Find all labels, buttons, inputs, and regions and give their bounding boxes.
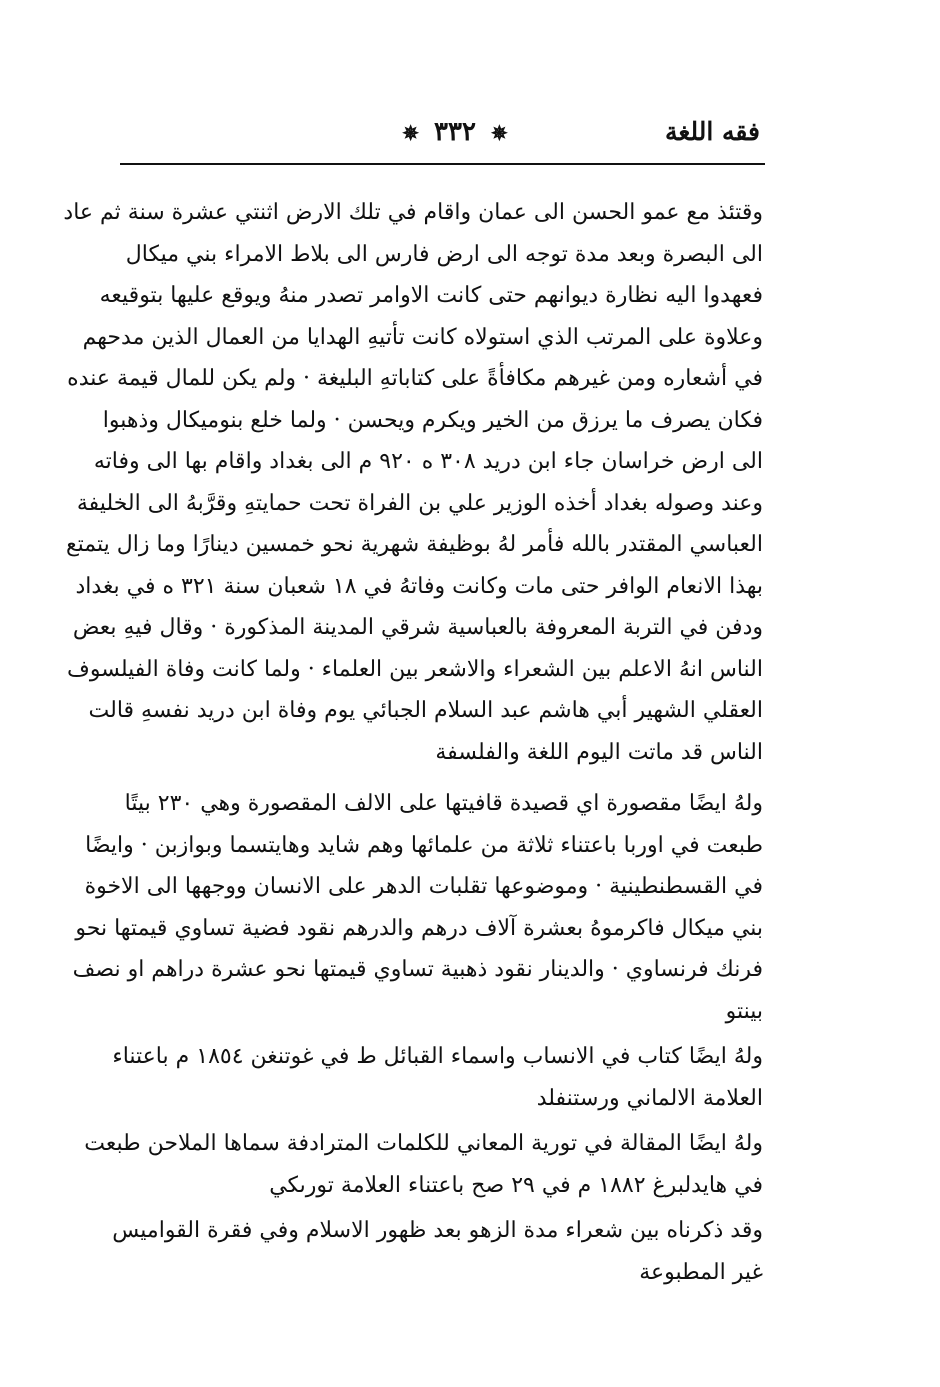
running-title: فقه اللغة <box>664 117 760 146</box>
paragraph <box>84 1123 763 1206</box>
text-line: ولهُ ايضًا كتاب في الانساب واسماء القبائل ط في غوتنغن ١٨٥٤ م باعتناء <box>112 1044 763 1069</box>
text-line: فكان يصرف ما يرزق من الخير ويكرم ويحسن · ولما خلع بنوميكال وذهبوا <box>102 407 763 433</box>
paragraph-gap <box>118 773 763 783</box>
paragraph <box>63 192 763 773</box>
page-number-group <box>390 112 520 153</box>
text-line: فعهدوا اليه نظارة ديوانهم حتى كانت الاوامر تصدر منهُ ويوقع عليها بتوقيعه <box>99 283 763 308</box>
text-line: بينتو <box>725 998 763 1024</box>
text-line: العلامة الالماني ورستنفلد <box>536 1085 763 1111</box>
text-line: في القسطنطينية · وموضوعها تقلبات الدهر على الانسان ووجهها الى الاخوة <box>84 874 763 899</box>
paragraph <box>72 783 763 1032</box>
ornament-icon: ✵ <box>402 121 419 145</box>
text-line: بني ميكال فاكرموهُ بعشرة آلاف درهم والدرهم نقود فضية تساوي قيمتها نحو <box>75 915 763 941</box>
ornament-icon: ✵ <box>491 121 508 145</box>
text-line: طبعت في اوربا باعتناء ثلاثة من علمائها وهم شايد وهايتسما وبوازبن · وايضًا <box>85 832 763 858</box>
paragraph <box>112 1036 763 1119</box>
text-line: في هايدلبرغ ١٨٨٢ م في ٢٩ صح باعتناء العلامة تورىكي <box>269 1172 763 1198</box>
text-line: غير المطبوعة <box>639 1259 763 1285</box>
paragraph <box>112 1210 763 1293</box>
text-line: ولهُ ايضًا المقالة في تورية المعاني للكلمات المترادفة سماها الملاحن طبعت <box>84 1131 763 1156</box>
header-rule <box>120 163 765 165</box>
text-line: العقلي الشهير أبي هاشم عبد السلام الجبائي يوم وفاة ابن دريد نفسهِ قالت <box>88 698 763 723</box>
page-number: ٣٣٢ <box>434 117 476 147</box>
text-line: ودفن في التربة المعروفة بالعباسية شرقي المدينة المذكورة · وقال فيهِ بعض <box>72 615 763 640</box>
text-line: فرنك فرنساوي · والدينار نقود ذهبية تساوي قيمتها نحو عشرة دراهم او نصف <box>72 957 763 982</box>
text-line: وعلاوة على المرتب الذي استولاه كانت تأتيهِ الهدايا من العمال الذين مدحهم <box>82 324 763 350</box>
body-text <box>63 192 763 1293</box>
text-line: العباسي المقتدر بالله فأمر لهُ بوظيفة شهرية نحو خمسين دينارًا وما زال يتمتع <box>65 532 763 557</box>
text-line: الناس قد ماتت اليوم اللغة والفلسفة <box>435 739 763 765</box>
text-line: الى البصرة وبعد مدة توجه الى ارض فارس الى بلاط الامراء بني ميكال <box>125 241 763 267</box>
text-line: بهذا الانعام الوافر حتى مات وكانت وفاتهُ في ١٨ شعبان سنة ٣٢١ ه في بغداد <box>75 573 763 599</box>
text-line: الى ارض خراسان جاء ابن دريد ٣٠٨ ه ٩٢٠ م الى بغداد واقام بها الى وفاته <box>93 449 763 474</box>
text-line: وعند وصوله بغداد أخذه الوزير علي بن الفراة تحت حمايتهِ وقرَّبهُ الى الخليفة <box>76 490 763 516</box>
text-line: وقد ذكرناه بين شعراء مدة الزهو بعد ظهور الاسلام وفي فقرة القواميس <box>112 1218 763 1243</box>
text-line: في أشعاره ومن غيرهم مكافأةً على كتاباتهِ البليغة · ولم يكن للمال قيمة عنده <box>67 366 763 391</box>
text-line: ولهُ ايضًا مقصورة اي قصيدة قافيتها على الالف المقصورة وهي ٢٣٠ بيتًا <box>124 791 763 816</box>
running-header <box>120 112 760 152</box>
text-line: وقتئذ مع عمو الحسن الى عمان واقام في تلك الارض اثنتي عشرة سنة ثم عاد <box>63 200 763 225</box>
text-line: الناس انهُ الاعلم بين الشعراء والاشعر بين العلماء · ولما كانت وفاة الفيلسوف <box>67 656 763 682</box>
